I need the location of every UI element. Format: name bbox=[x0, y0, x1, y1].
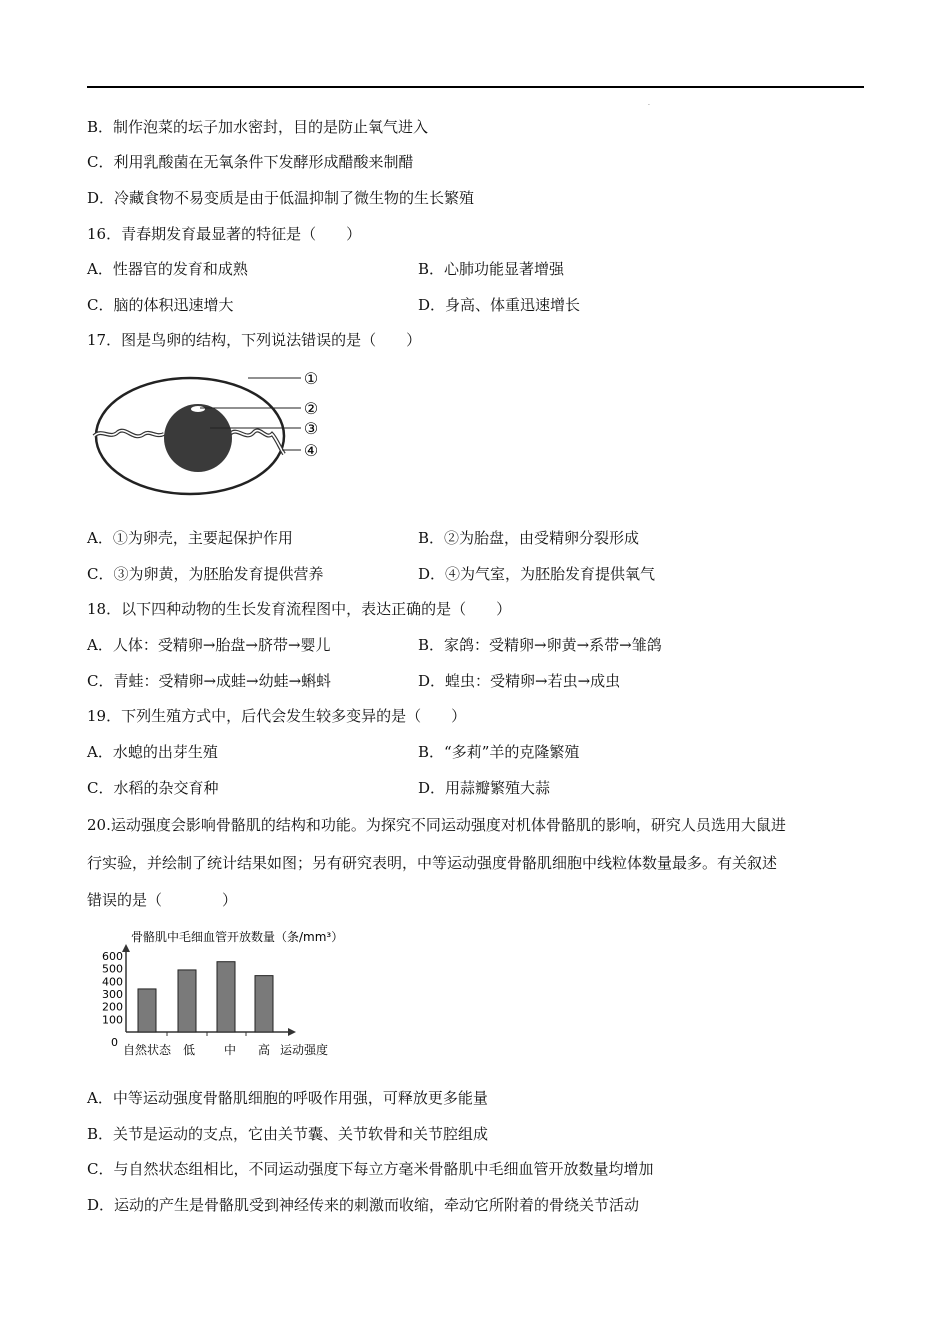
q17-stem: 17．图是鸟卵的结构，下列说法错误的是（ ） bbox=[87, 331, 422, 349]
q20-stem-line-3: 错误的是（ ） bbox=[87, 891, 238, 909]
q20-option-a[interactable]: A．中等运动强度骨骼肌细胞的呼吸作用强，可释放更多能量 bbox=[87, 1089, 488, 1107]
q15-option-b[interactable]: B．制作泡菜的坛子加水密封，目的是防止氧气进入 bbox=[87, 118, 429, 136]
y-tick-label: 200 bbox=[102, 1000, 123, 1014]
bird-egg-figure bbox=[88, 368, 338, 503]
q17-option-b[interactable]: B．②为胎盘，由受精卵分裂形成 bbox=[418, 529, 640, 547]
q18-stem: 18．以下四种动物的生长发育流程图中，表达正确的是（ ） bbox=[87, 600, 512, 618]
egg-label-3: ③ bbox=[303, 419, 319, 438]
header-dot: . bbox=[648, 100, 650, 107]
bar-1 bbox=[138, 989, 156, 1032]
egg-label-4: ④ bbox=[303, 441, 319, 460]
q18-option-c[interactable]: C．青蛙：受精卵→成蛙→幼蛙→蝌蚪 bbox=[87, 672, 332, 690]
y-tick-label: 100 bbox=[102, 1013, 123, 1027]
q20-stem-line-2: 行实验，并绘制了统计结果如图；另有研究表明，中等运动强度骨骼肌细胞中线粒体数量最多。有关叙述 bbox=[87, 854, 778, 872]
y-tick-label: 300 bbox=[102, 988, 123, 1001]
y-tick-label: 600 bbox=[102, 950, 123, 963]
germinal-disc-shape bbox=[191, 406, 205, 412]
egg-label-1: ① bbox=[303, 369, 319, 388]
header-rule bbox=[87, 86, 864, 88]
q19-option-c[interactable]: C．水稻的杂交育种 bbox=[87, 779, 219, 797]
capillary-bar-chart bbox=[90, 924, 350, 1064]
q16-option-d[interactable]: D．身高、体重迅速增长 bbox=[418, 296, 581, 314]
x-tick-label: 自然状态 bbox=[122, 1043, 172, 1057]
q17-option-c[interactable]: C．③为卵黄，为胚胎发育提供营养 bbox=[87, 565, 324, 583]
chart-title: 骨骼肌中毛细血管开放数量（条/mm³） bbox=[131, 930, 344, 944]
q16-option-b[interactable]: B．心肺功能显著增强 bbox=[418, 260, 565, 278]
q15-option-c[interactable]: C．利用乳酸菌在无氧条件下发酵形成醋酸来制醋 bbox=[87, 153, 414, 171]
q17-option-a[interactable]: A．①为卵壳，主要起保护作用 bbox=[87, 529, 293, 547]
q16-stem: 16．青春期发育最显著的特征是（ ） bbox=[87, 225, 362, 243]
q20-stem-line-1: 20.运动强度会影响骨骼肌的结构和功能。为探究不同运动强度对机体骨骼肌的影响，研究人员选用大鼠进 bbox=[87, 816, 786, 834]
q19-option-d[interactable]: D．用蒜瓣繁殖大蒜 bbox=[418, 779, 551, 797]
q19-option-b[interactable]: B．“多莉”羊的克隆繁殖 bbox=[418, 743, 580, 761]
q20-option-b[interactable]: B．关节是运动的支点，它由关节囊、关节软骨和关节腔组成 bbox=[87, 1125, 489, 1143]
q20-option-d[interactable]: D．运动的产生是骨骼肌受到神经传来的刺激而收缩，牵动它所附着的骨绕关节活动 bbox=[87, 1196, 640, 1214]
q19-stem: 19．下列生殖方式中，后代会发生较多变异的是（ ） bbox=[87, 707, 467, 725]
x-tick-label: 低 bbox=[182, 1043, 196, 1057]
x-axis-arrow bbox=[288, 1028, 296, 1036]
x-axis-label: 运动强度 bbox=[280, 1043, 329, 1057]
q16-option-c[interactable]: C．脑的体积迅速增大 bbox=[87, 296, 234, 314]
q18-option-d[interactable]: D．蝗虫：受精卵→若虫→成虫 bbox=[418, 672, 621, 690]
y-tick-label: 500 bbox=[102, 962, 123, 976]
y-tick-label: 400 bbox=[102, 975, 123, 989]
y-axis-arrow bbox=[122, 944, 130, 952]
q19-option-a[interactable]: A．水螅的出芽生殖 bbox=[87, 743, 218, 761]
bar-4 bbox=[255, 976, 273, 1032]
bar-3 bbox=[217, 962, 235, 1032]
yolk-shape bbox=[164, 404, 232, 472]
q18-option-b[interactable]: B．家鸽：受精卵→卵黄→系带→雏鸽 bbox=[418, 636, 662, 654]
x-tick-label: 中 bbox=[223, 1043, 237, 1057]
q20-option-c[interactable]: C．与自然状态组相比，不同运动强度下每立方毫米骨骼肌中毛细血管开放数量均增加 bbox=[87, 1160, 654, 1178]
q16-option-a[interactable]: A．性器官的发育和成熟 bbox=[87, 260, 248, 278]
q18-option-a[interactable]: A．人体：受精卵→胎盘→脐带→婴儿 bbox=[87, 636, 331, 654]
bar-2 bbox=[178, 970, 196, 1032]
q17-option-d[interactable]: D．④为气室，为胚胎发育提供氧气 bbox=[418, 565, 656, 583]
x-tick-label: 高 bbox=[257, 1043, 271, 1057]
q15-option-d[interactable]: D．冷藏食物不易变质是由于低温抑制了微生物的生长繁殖 bbox=[87, 189, 475, 207]
y-tick-label: 0 bbox=[111, 1036, 118, 1049]
egg-label-2: ② bbox=[303, 399, 319, 418]
